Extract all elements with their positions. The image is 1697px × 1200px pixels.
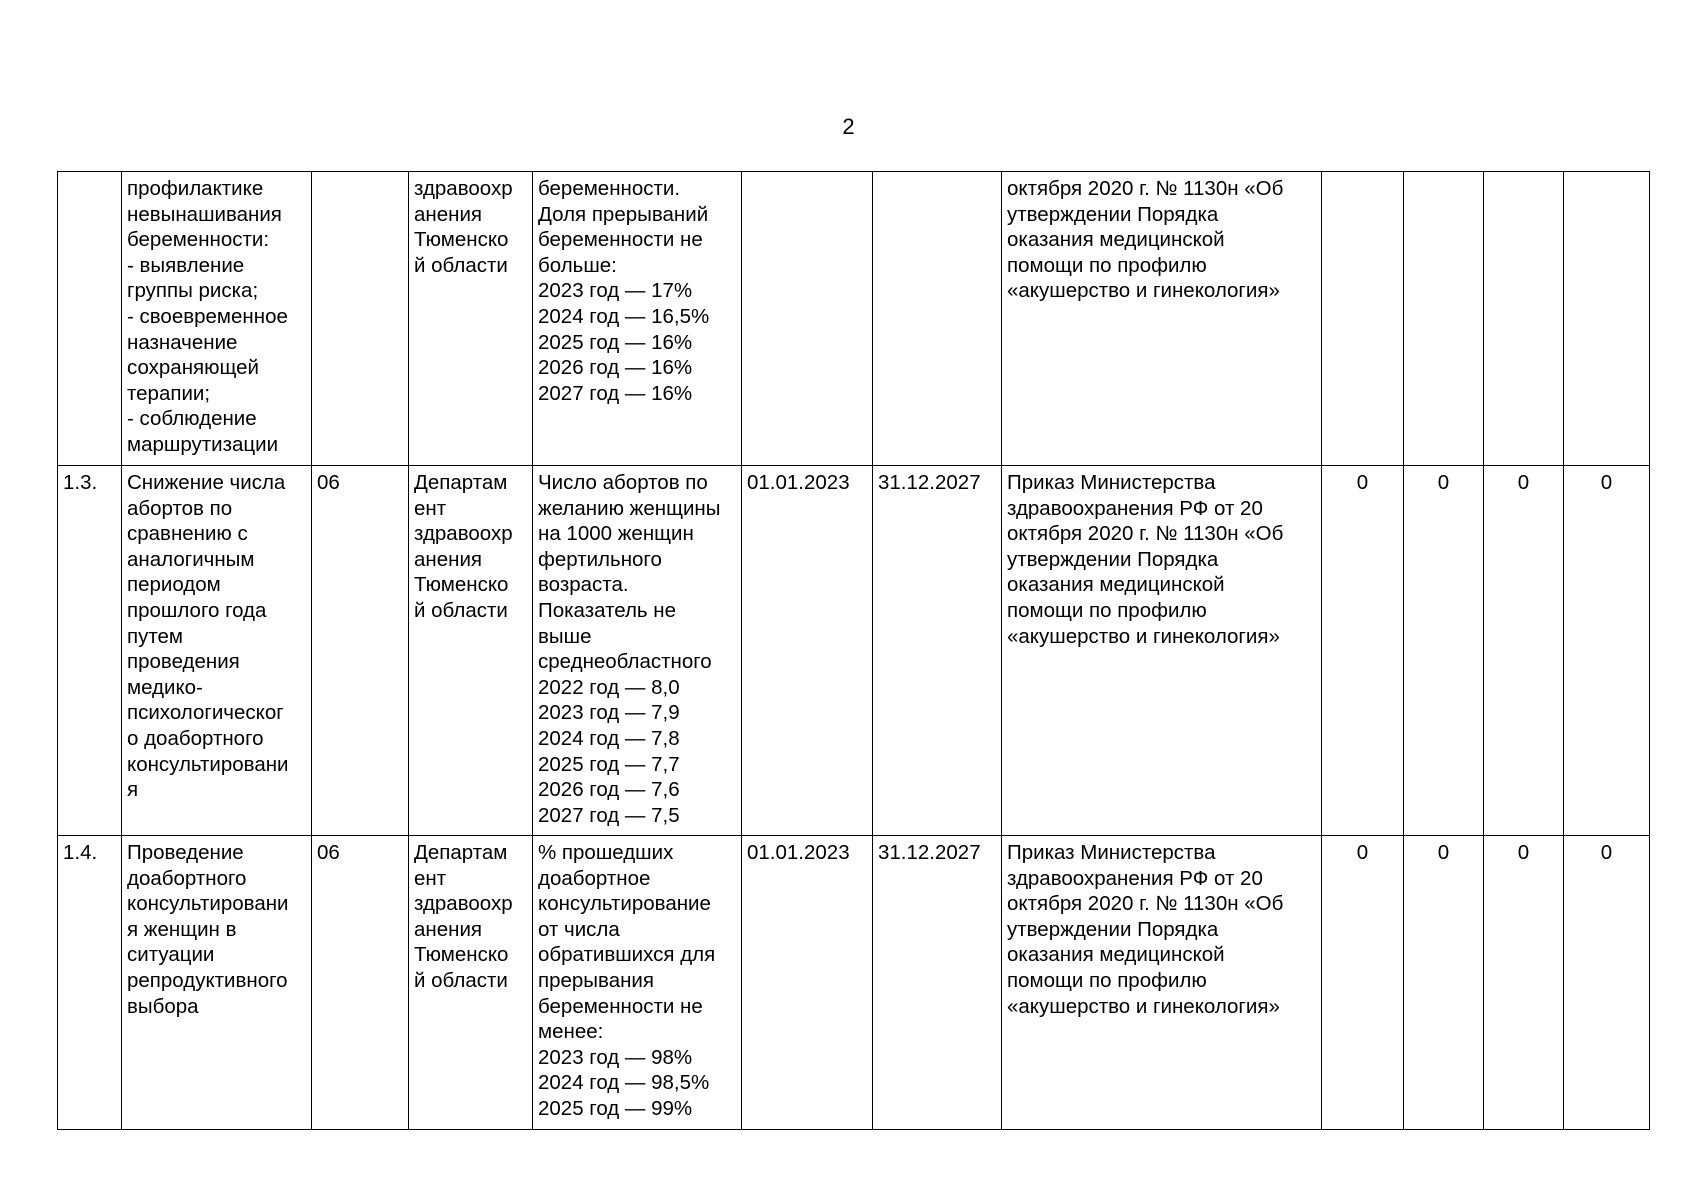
end-date-cell: 31.12.2027 (873, 836, 1002, 1130)
funding-cell-1 (1322, 172, 1404, 466)
code-cell (312, 172, 409, 466)
indicator-cell: Число абортов по желанию женщины на 1000 женщин фертильного возраста. Показатель не выше среднеобластного 2022 год — 8,0 2023 год — 7,9 2024 год — 7,8 2025 год — 7,7 2026 год — 7,6 2027 год — 7,5 (533, 466, 742, 836)
funding-cell-3 (1484, 172, 1564, 466)
start-date-cell: 01.01.2023 (742, 466, 873, 836)
funding-cell-4: 0 (1564, 466, 1650, 836)
basis-cell: Приказ Министерства здравоохранения РФ от 20 октября 2020 г. № 1130н «Об утверждении Порядка оказания медицинской помощи по профилю «акушерство и гинекология» (1002, 466, 1322, 836)
code-cell: 06 (312, 836, 409, 1130)
funding-cell-3: 0 (1484, 836, 1564, 1130)
executor-cell: здравоохр анения Тюменско й области (409, 172, 533, 466)
basis-cell: Приказ Министерства здравоохранения РФ от 20 октября 2020 г. № 1130н «Об утверждении Порядка оказания медицинской помощи по профилю «акушерство и гинекология» (1002, 836, 1322, 1130)
funding-cell-3: 0 (1484, 466, 1564, 836)
indicator-cell: % прошедших доабортное консультирование от числа обратившихся для прерывания беременности не менее: 2023 год — 98% 2024 год — 98,5% 2025 год — 99% (533, 836, 742, 1130)
end-date-cell (873, 172, 1002, 466)
funding-cell-2: 0 (1404, 836, 1484, 1130)
funding-cell-2 (1404, 172, 1484, 466)
executor-cell: Департам ент здравоохр анения Тюменско й области (409, 836, 533, 1130)
start-date-cell: 01.01.2023 (742, 836, 873, 1130)
funding-cell-4: 0 (1564, 836, 1650, 1130)
basis-cell: октября 2020 г. № 1130н «Об утверждении Порядка оказания медицинской помощи по профилю «акушерство и гинекология» (1002, 172, 1322, 466)
row-number-cell (58, 172, 122, 466)
table-row (58, 172, 1650, 466)
table-row (58, 836, 1650, 1130)
funding-cell-1: 0 (1322, 836, 1404, 1130)
funding-cell-1: 0 (1322, 466, 1404, 836)
table-row (58, 466, 1650, 836)
code-cell: 06 (312, 466, 409, 836)
funding-cell-4 (1564, 172, 1650, 466)
start-date-cell (742, 172, 873, 466)
measure-cell: Снижение числа абортов по сравнению с аналогичным периодом прошлого года путем проведения медико- психологическог о доабортного консультировани я (122, 466, 312, 836)
measure-cell: Проведение доабортного консультировани я женщин в ситуации репродуктивного выбора (122, 836, 312, 1130)
end-date-cell: 31.12.2027 (873, 466, 1002, 836)
measures-table (57, 171, 1650, 1130)
measure-cell: профилактике невынашивания беременности: - выявление группы риска; - своевременное назначение сохраняющей терапии; - соблюдение маршрутизации (122, 172, 312, 466)
row-number-cell: 1.3. (58, 466, 122, 836)
row-number-cell: 1.4. (58, 836, 122, 1130)
indicator-cell: беременности. Доля прерываний беременности не больше: 2023 год — 17% 2024 год — 16,5% 2025 год — 16% 2026 год — 16% 2027 год — 16% (533, 172, 742, 466)
funding-cell-2: 0 (1404, 466, 1484, 836)
page-number: 2 (842, 114, 855, 139)
executor-cell: Департам ент здравоохр анения Тюменско й области (409, 466, 533, 836)
